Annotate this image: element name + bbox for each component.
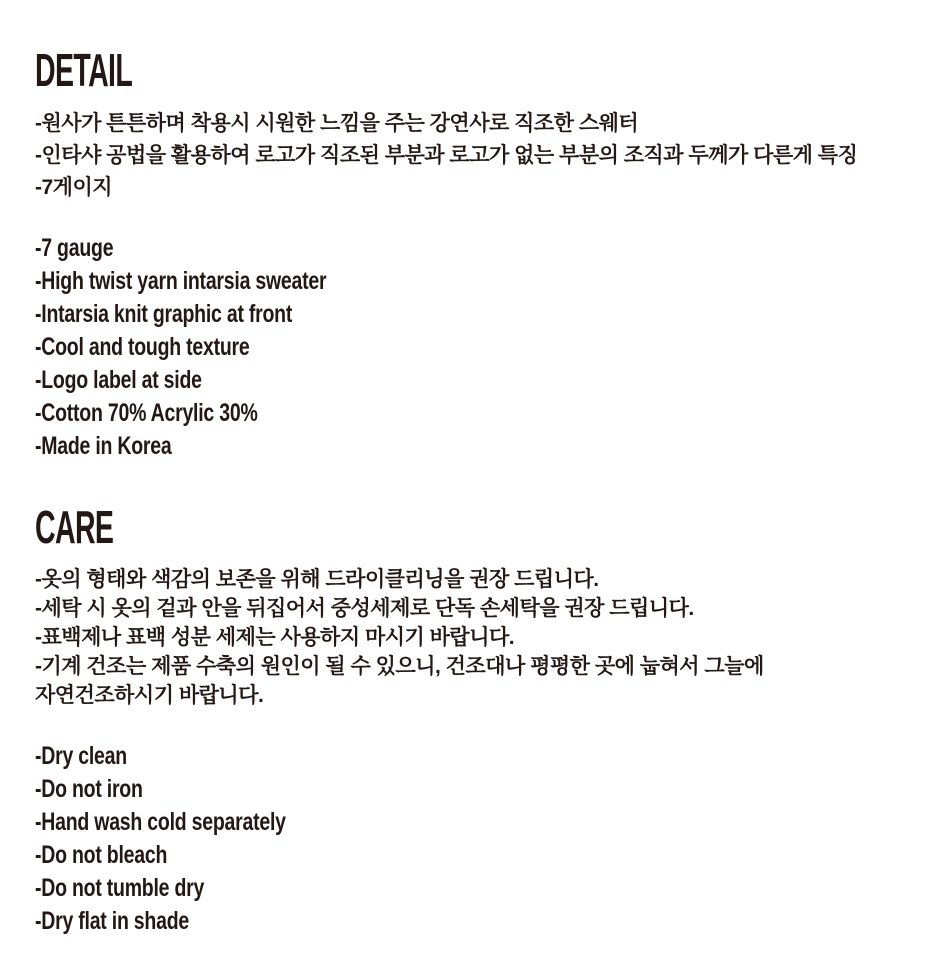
care-korean-line: -기계 건조는 제품 수축의 원인이 될 수 있으니, 건조대나 평평한 곳에 눕혀서 그늘에 bbox=[35, 655, 764, 678]
detail-section bbox=[35, 44, 930, 463]
care-korean-line: -옷의 형태와 색감의 보존을 위해 드라이클리닝을 권장 드립니다. bbox=[35, 568, 599, 591]
care-english-line: -Hand wash cold separately bbox=[35, 808, 286, 836]
detail-english-line: -7 gauge bbox=[35, 234, 114, 262]
care-english-line: -Do not tumble dry bbox=[35, 874, 205, 902]
detail-english-line: -Made in Korea bbox=[35, 432, 172, 460]
detail-english-line: -Logo label at side bbox=[35, 366, 202, 394]
care-english-line: -Dry flat in shade bbox=[35, 907, 189, 935]
detail-section-heading bbox=[35, 44, 930, 96]
detail-english-list bbox=[35, 232, 733, 463]
care-section-title: CARE bbox=[35, 501, 114, 553]
detail-english-line: -High twist yarn intarsia sweater bbox=[35, 267, 327, 295]
detail-korean-line: -원사가 튼튼하며 착용시 시원한 느낌을 주는 강연사로 직조한 스웨터 bbox=[35, 112, 639, 135]
care-section bbox=[35, 501, 930, 938]
care-korean-text bbox=[35, 565, 930, 710]
detail-korean-text bbox=[35, 108, 930, 204]
care-korean-line: -표백제나 표백 성분 세제는 사용하지 마시기 바랍니다. bbox=[35, 626, 515, 649]
detail-korean-line: -인타샤 공법을 활용하여 로고가 직조된 부분과 로고가 없는 부분의 조직과 두께가 다른게 특징 bbox=[35, 144, 858, 167]
care-english-line: -Do not bleach bbox=[35, 841, 168, 869]
detail-section-title: DETAIL bbox=[35, 44, 133, 96]
detail-korean-line: -7게이지 bbox=[35, 176, 113, 199]
care-section-heading bbox=[35, 501, 930, 553]
detail-english-line: -Intarsia knit graphic at front bbox=[35, 300, 293, 328]
detail-english-line: -Cool and tough texture bbox=[35, 333, 250, 361]
care-english-list bbox=[35, 740, 733, 938]
care-english-line: -Do not iron bbox=[35, 775, 143, 803]
care-korean-line: 자연건조하시기 바랍니다. bbox=[35, 684, 264, 707]
care-korean-line: -세탁 시 옷의 겉과 안을 뒤집어서 중성세제로 단독 손세탁을 권장 드립니다. bbox=[35, 597, 694, 620]
detail-english-line: -Cotton 70% Acrylic 30% bbox=[35, 399, 258, 427]
care-english-line: -Dry clean bbox=[35, 742, 127, 770]
